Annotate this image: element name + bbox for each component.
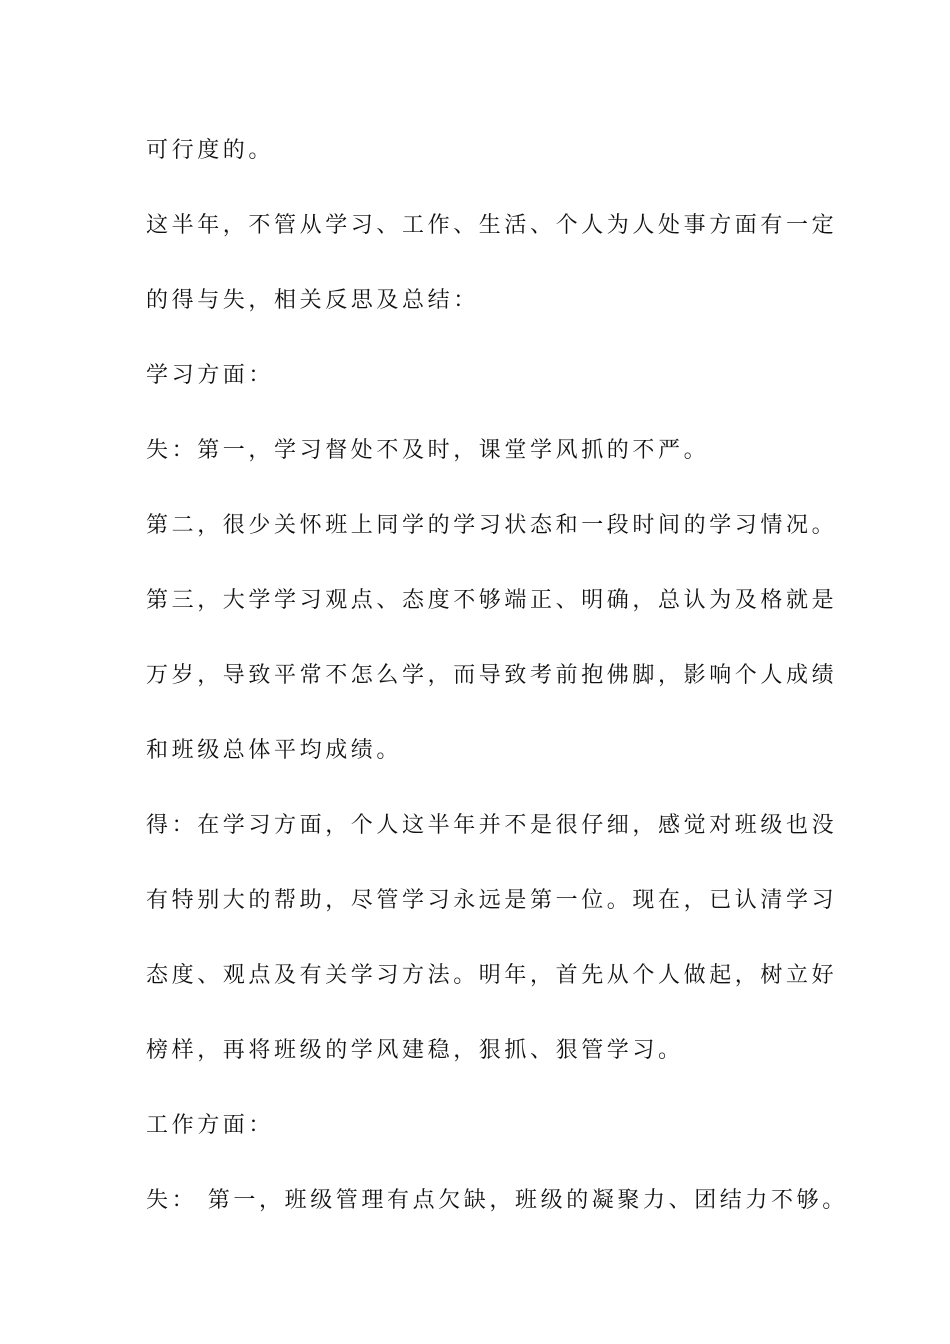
- section-heading-study: 学习方面：: [146, 363, 275, 388]
- text-line-9: 和班级总体平均成绩。: [146, 738, 403, 763]
- text-line-6: 第二，很少关怀班上同学的学习状态和一段时间的学习情况。: [146, 513, 838, 538]
- text-line-15: 失： 第一，班级管理有点欠缺，班级的凝聚力、团结力不够。: [146, 1188, 848, 1213]
- text-line-13: 榜样，再将班级的学风建稳，狠抓、狠管学习。: [146, 1038, 684, 1063]
- section-heading-work: 工作方面：: [146, 1113, 275, 1138]
- text-line-12: 态度、观点及有关学习方法。明年，首先从个人做起，树立好: [146, 963, 838, 988]
- text-line-10: 得：在学习方面，个人这半年并不是很仔细，感觉对班级也没: [146, 813, 838, 838]
- text-line-5: 失：第一，学习督处不及时，课堂学风抓的不严。: [146, 438, 710, 463]
- text-line-2: 这半年，不管从学习、工作、生活、个人为人处事方面有一定: [146, 213, 838, 238]
- text-line-11: 有特别大的帮助，尽管学习永远是第一位。现在，已认清学习: [146, 888, 838, 913]
- text-line-3: 的得与失，相关反思及总结：: [146, 288, 479, 313]
- text-line-1: 可行度的。: [146, 138, 275, 163]
- text-line-7: 第三，大学学习观点、态度不够端正、明确，总认为及格就是: [146, 588, 838, 613]
- text-line-8: 万岁，导致平常不怎么学，而导致考前抱佛脚，影响个人成绩: [146, 663, 838, 688]
